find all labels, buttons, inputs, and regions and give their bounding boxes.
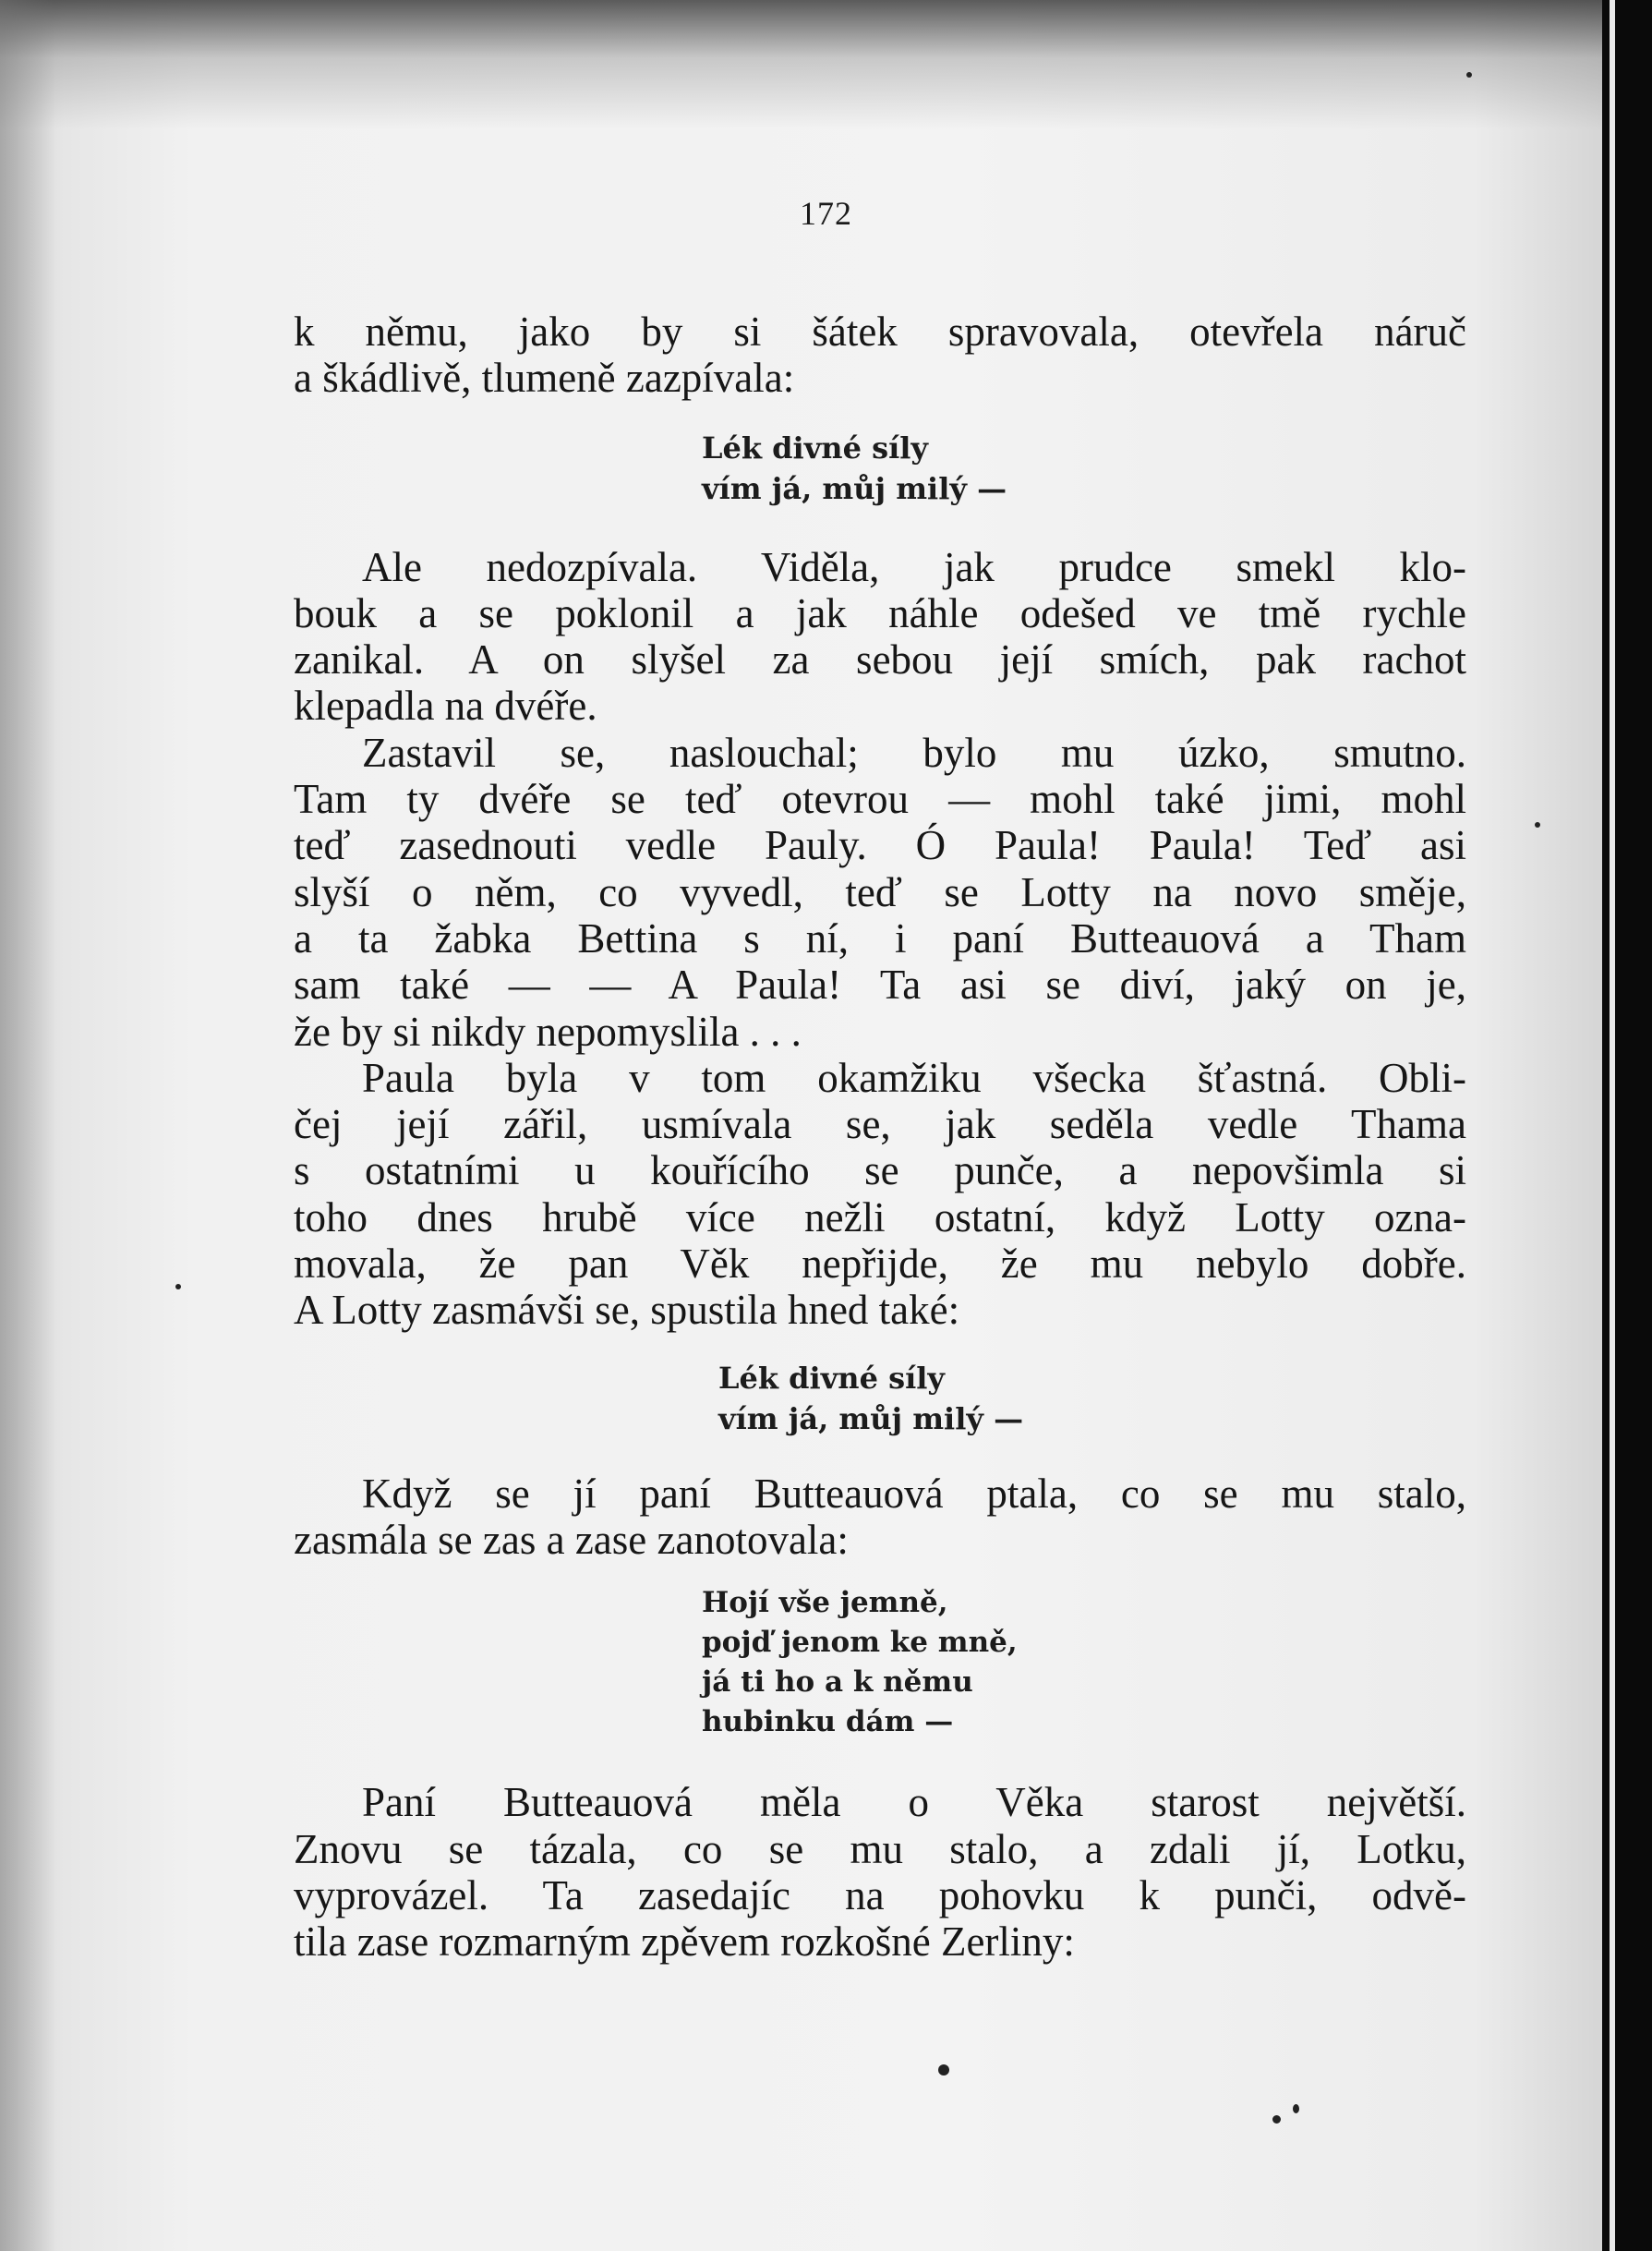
- paragraph: [294, 730, 1466, 1055]
- next-page-edge: [1610, 0, 1615, 2251]
- text-line: s ostatními u kouřícího se punče, a nepovšimla si: [294, 1147, 1466, 1194]
- verse-line: vím já, můj milý —: [718, 1400, 1024, 1436]
- text-line: čej její zářil, usmívala se, jak seděla vedle Thama: [294, 1101, 1466, 1148]
- text-line: Tam ty dvéře se teď otevrou — mohl také jimi, mohl: [294, 776, 1466, 823]
- song-verse: [294, 1358, 1466, 1439]
- text-line: k němu, jako by si šátek spravovala, otevřela náruč: [294, 309, 1466, 355]
- text-line: zanikal. A on slyšel za sebou její smích, pak rachot: [294, 636, 1466, 684]
- paragraph: [294, 1779, 1466, 1965]
- text-line: Když se jí paní Butteauová ptala, co se mu stalo,: [362, 1470, 1466, 1517]
- text-line: tila zase rozmarným zpěvem rozkošné Zerliny:: [294, 1918, 1075, 1966]
- text-line: a ta žabka Bettina s ní, i paní Butteauová a Tham: [294, 914, 1466, 962]
- text-line: slyší o něm, co vyvedl, teď se Lotty na novo směje,: [294, 868, 1466, 915]
- paragraph: [294, 544, 1466, 730]
- text-line: teď zasednouti vedle Pauly. Ó Paula! Paula! Teď asi: [294, 822, 1466, 869]
- paragraph: [294, 1470, 1466, 1564]
- scan-speck: [1535, 822, 1540, 828]
- page-text: [294, 309, 1466, 1965]
- text-line: Znovu se tázala, co se mu stalo, a zdali jí, Lotku,: [294, 1825, 1466, 1872]
- verse-line: Lék divné síly: [702, 430, 928, 466]
- scan-border: [1602, 0, 1652, 2251]
- text-line: Paní Butteauová měla o Věka starost největší.: [362, 1779, 1466, 1826]
- page-number: 172: [800, 195, 852, 232]
- text-line: vyprovázel. Ta zasedajíc na pohovku k punči, odvě-: [294, 1871, 1466, 1918]
- verse-line: Hojí vše jemně,: [702, 1586, 948, 1620]
- verse-line: pojď jenom ke mně,: [702, 1626, 1018, 1660]
- paragraph: [294, 309, 1466, 402]
- text-line: Paula byla v tom okamžiku všecka šťastná. Obli-: [362, 1054, 1466, 1101]
- song-verse: [294, 428, 1466, 509]
- paragraph: [294, 1055, 1466, 1334]
- scan-speck: [175, 1284, 181, 1289]
- text-line: klepadla na dvéře.: [294, 683, 597, 730]
- text-line: sam také — — A Paula! Ta asi se diví, jaký on je,: [294, 962, 1466, 1009]
- text-line: že by si nikdy nepomyslila . . .: [294, 1008, 802, 1055]
- text-line: movala, že pan Věk nepřijde, že mu nebylo dobře.: [294, 1240, 1466, 1288]
- text-line: Ale nedozpívala. Viděla, jak prudce smekl klo-: [362, 543, 1466, 590]
- verse-line: vím já, můj milý —: [702, 470, 1007, 506]
- scan-speck: [1466, 72, 1472, 78]
- scan-speck: [1293, 2104, 1299, 2113]
- song-verse: [294, 1583, 1466, 1742]
- text-line: a škádlivě, tlumeně zazpívala:: [294, 355, 795, 402]
- verse-line: já ti ho a k němu: [702, 1665, 973, 1700]
- text-line: toho dnes hrubě více nežli ostatní, když Lotty ozna-: [294, 1193, 1466, 1240]
- text-line: zasmála se zas a zase zanotovala:: [294, 1516, 849, 1563]
- verse-line: hubinku dám —: [702, 1705, 954, 1739]
- scan-speck: [938, 2064, 949, 2076]
- text-line: A Lotty zasmávši se, spustila hned také:: [294, 1287, 960, 1334]
- verse-line: Lék divné síly: [718, 1360, 945, 1396]
- text-line: bouk a se poklonil a jak náhle odešed ve tmě rychle: [294, 589, 1466, 636]
- scan-speck: [1272, 2115, 1281, 2124]
- text-line: Zastavil se, naslouchal; bylo mu úzko, smutno.: [362, 729, 1466, 776]
